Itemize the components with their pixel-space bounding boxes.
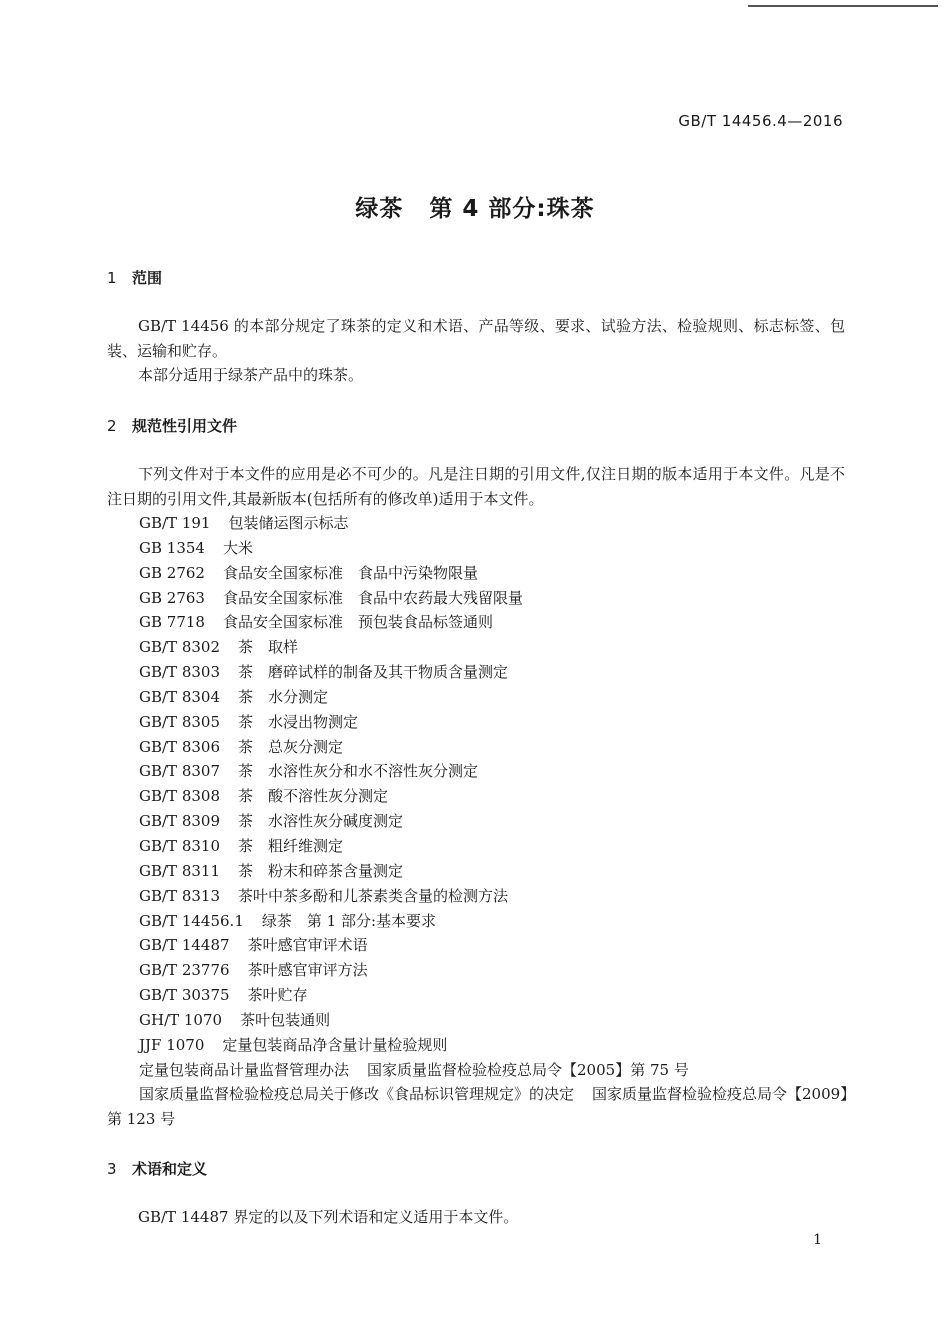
page-number: 1 bbox=[813, 1232, 822, 1248]
reference-item: GB 2763 食品安全国家标准 食品中农药最大残留限量 bbox=[139, 588, 523, 607]
reference-list bbox=[107, 511, 849, 1132]
reference-item: GB/T 8307 茶 水溶性灰分和水不溶性灰分测定 bbox=[139, 762, 479, 781]
section-1-heading bbox=[107, 267, 162, 288]
standard-number: GB/T 14456.4—2016 bbox=[678, 112, 843, 130]
title-part2: 第 4 部分:珠茶 bbox=[429, 196, 595, 222]
section-number: 1 bbox=[107, 269, 117, 287]
section-number: 3 bbox=[107, 1160, 117, 1178]
section-2-paragraph-1: 下列文件对于本文件的应用是必不可少的。凡是注日期的引用文件,仅注日期的版本适用于本文件。凡是不注日期的引用文件,其最新版本(包括所有的修改单)适用于本文件。 bbox=[107, 465, 845, 508]
reference-item: GB/T 8302 茶 取样 bbox=[139, 638, 299, 657]
reference-item: 国家质量监督检验检疫总局关于修改《食品标识管理规定》的决定 国家质量监督检验检疫总局令【2009】第 123 号 bbox=[107, 1085, 848, 1129]
reference-item: GB/T 30375 茶叶贮存 bbox=[139, 986, 308, 1005]
top-border-rule bbox=[748, 5, 938, 7]
document-title bbox=[0, 190, 950, 223]
reference-item: GB/T 23776 茶叶感官审评方法 bbox=[139, 961, 368, 980]
reference-item: GB/T 8311 茶 粉末和碎茶含量测定 bbox=[139, 861, 404, 880]
reference-item: GB/T 8313 茶叶中茶多酚和儿茶素类含量的检测方法 bbox=[139, 886, 509, 905]
reference-item: GB/T 191 包装储运图示标志 bbox=[139, 514, 349, 532]
reference-item: GB/T 14456.1 绿茶 第 1 部分:基本要求 bbox=[139, 911, 437, 930]
title-part1: 绿茶 bbox=[355, 196, 404, 222]
reference-item: GB/T 8306 茶 总灰分测定 bbox=[139, 737, 344, 756]
reference-item: GB/T 8309 茶 水溶性灰分碱度测定 bbox=[139, 812, 404, 831]
section-title: 范围 bbox=[132, 269, 163, 287]
reference-item: 定量包装商品计量监督管理办法 国家质量监督检验检疫总局令【2005】第 75 号 bbox=[139, 1060, 689, 1079]
reference-item: GB/T 8305 茶 水浸出物测定 bbox=[139, 712, 359, 731]
reference-item: GB/T 14487 茶叶感官审评术语 bbox=[139, 936, 368, 955]
reference-item: GB 2762 食品安全国家标准 食品中污染物限量 bbox=[139, 563, 478, 582]
reference-item: GB/T 8310 茶 粗纤维测定 bbox=[139, 836, 344, 855]
reference-item: GB 1354 大米 bbox=[139, 538, 253, 557]
section-title: 术语和定义 bbox=[132, 1160, 208, 1178]
section-3-paragraph-1: GB/T 14487 界定的以及下列术语和定义适用于本文件。 bbox=[138, 1208, 519, 1226]
reference-item: GB/T 8303 茶 磨碎试样的制备及其干物质含量测定 bbox=[139, 663, 509, 682]
section-1-paragraph-1: GB/T 14456 的本部分规定了珠茶的定义和术语、产品等级、要求、试验方法、检验规则、标志标签、包装、运输和贮存。 bbox=[107, 317, 845, 360]
reference-item: JJF 1070 定量包装商品净含量计量检验规则 bbox=[139, 1035, 448, 1054]
section-3-heading bbox=[107, 1158, 207, 1179]
reference-item: GB 7718 食品安全国家标准 预包装食品标签通则 bbox=[139, 613, 493, 632]
section-title: 规范性引用文件 bbox=[132, 417, 238, 435]
reference-item: GB/T 8308 茶 酸不溶性灰分测定 bbox=[139, 787, 389, 806]
reference-item: GB/T 8304 茶 水分测定 bbox=[139, 687, 329, 706]
section-number: 2 bbox=[107, 417, 117, 435]
section-1-paragraph-2: 本部分适用于绿茶产品中的珠茶。 bbox=[138, 366, 364, 384]
reference-item: GH/T 1070 茶叶包装通则 bbox=[139, 1010, 331, 1029]
section-2-heading bbox=[107, 415, 237, 436]
